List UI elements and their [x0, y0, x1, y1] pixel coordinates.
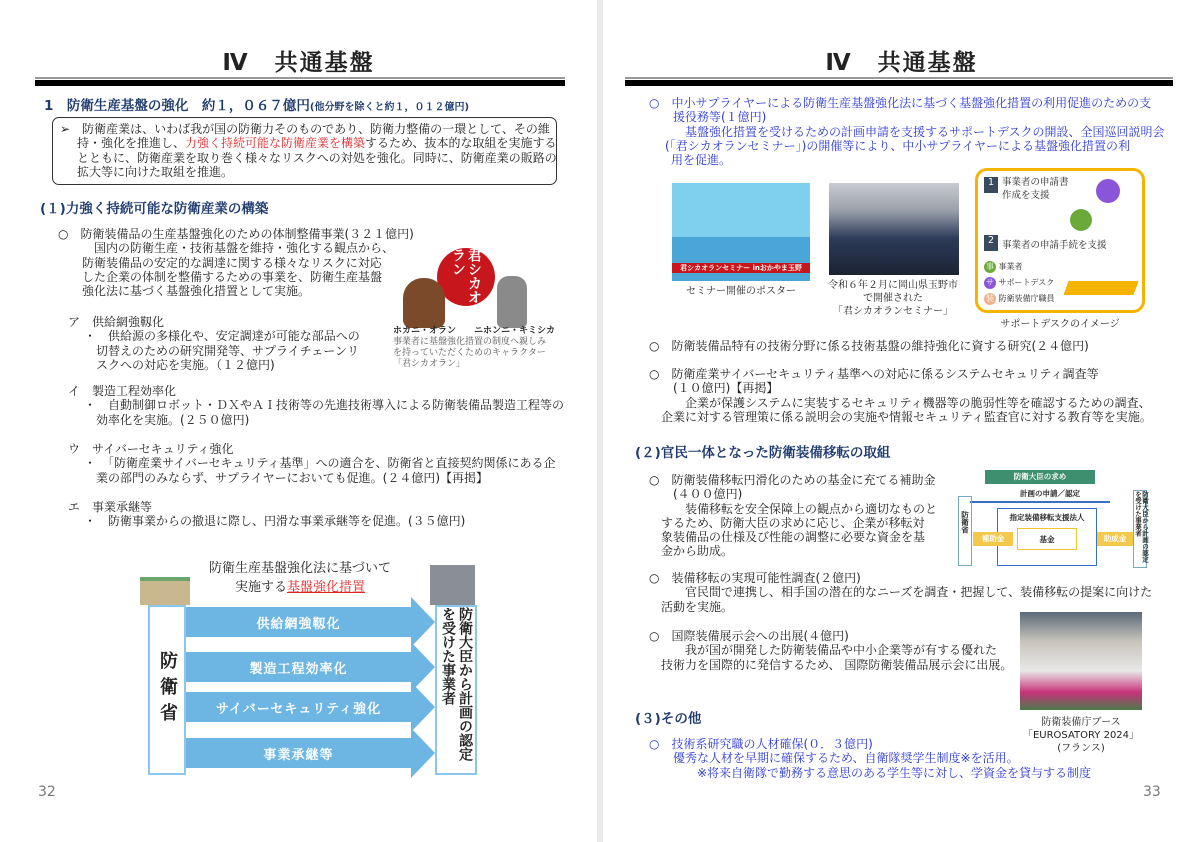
section-note: (他分野を除くと約１，０１２億円) — [309, 102, 470, 113]
page-title: Ⅳ 共通基盤 — [222, 50, 375, 76]
page-32 — [0, 0, 597, 842]
company-column: 防衛大臣から計画の認定を受けた事業者 — [435, 605, 477, 775]
caption-line: 事業者に基盤強化措置の制度へ親しみ — [393, 337, 547, 347]
ministry-box — [958, 496, 972, 566]
mascot-names — [393, 323, 555, 336]
title-bar — [625, 80, 1173, 86]
text-line: 象装備品の仕様及び性能の調整に必要な資金を基 — [661, 530, 926, 545]
legend-label: サポートデスク — [998, 278, 1055, 287]
summary-text — [60, 122, 557, 179]
text-line: 活動を実施。 — [661, 599, 734, 614]
title-rule — [625, 77, 1173, 79]
company-label: 防衛大臣から計画の認定を受けた事業者 — [1134, 491, 1149, 563]
item-production-base — [58, 227, 414, 298]
text-line: (４００億円) — [673, 487, 743, 502]
text-line: 官民間で連携し、相手国の潜在的なニーズを調査・把握して、装備移転の提案に向けた — [673, 585, 1153, 600]
mascot-name: ホカニ・オラン — [393, 326, 457, 336]
item-title: 防衛装備品特有の技術分野に係る技術基盤の維持強化に資する研究(２４億円) — [671, 339, 1089, 353]
item-title: 防衛装備品の生産基盤強化のための体制整備事業(３２１億円) — [80, 227, 414, 241]
text-line: した企業の体制を整備するための事業を、防衛生産基盤 — [82, 269, 383, 284]
page-33 — [603, 0, 1200, 842]
text-line: 企業が保護システムに実装するセキュリティ機器等の脆弱性等を確認するための調査、 — [673, 395, 1151, 410]
ministry-building-icon — [140, 577, 190, 605]
caption-line: (フランス) — [1057, 743, 1105, 754]
item-title: 国際装備展示会への出展(４億円) — [671, 629, 849, 643]
text-line: 強化法に基づく基盤強化措置として実施。 — [82, 284, 311, 299]
business-icon — [1070, 209, 1092, 231]
page-number: 33 — [1143, 784, 1161, 800]
caption-line: 令和６年２月に岡山県玉野市 — [828, 280, 958, 291]
text-line: ・ 自動制御ロボット・ＤＸやＡＩ技術等の先進技術導入による防衛装備品製造工程等の — [84, 398, 565, 413]
legend-label: 事業者 — [998, 262, 1023, 271]
diagram-title-highlight: 基盤強化措置 — [287, 580, 366, 595]
subsection-heading: (２)官民一体となった防衛装備移転の取組 — [635, 445, 891, 461]
ministry-column: 防衛省 — [148, 605, 186, 775]
legend — [984, 259, 1055, 307]
text-line: 効率化を実施。(２５０億円) — [96, 412, 250, 427]
step-2-badge: 2 — [984, 235, 998, 251]
measures-diagram — [140, 555, 480, 785]
text-line: 拡大等に向けた取組を推進。 — [77, 164, 234, 179]
item-e — [68, 500, 465, 529]
text-line: 業の部門のみならず、サプライヤーにおいても促進。(２４億円)【再掲】 — [96, 470, 489, 485]
fund-box: 基金 — [1017, 528, 1077, 550]
diagram-title-line: 防衛生産基盤強化法に基づいて — [208, 561, 391, 576]
request-arrow: 防衛大臣の求め — [985, 470, 1095, 484]
text-line: 援役務等(１億円) — [673, 110, 767, 125]
apply-arrow — [970, 501, 1110, 503]
circle-bullet-icon: ○ — [649, 339, 660, 353]
mascot-name: ニホンニ・キミシカ — [474, 326, 556, 336]
circle-bullet-icon: ○ — [649, 367, 660, 381]
circle-bullet-icon: ○ — [58, 227, 69, 241]
circle-bullet-icon: ○ — [649, 737, 660, 751]
text-line: ・ 防衛事業からの撤退に際し、円滑な事業承継等を促進。(３５億円) — [84, 514, 466, 529]
title-bar — [35, 80, 565, 86]
diagram-title-line: 実施する — [234, 580, 287, 595]
item-researchers — [649, 737, 1091, 780]
item-title: 装備移転の実現可能性調査(２億円) — [671, 571, 861, 585]
title-rule — [35, 77, 565, 79]
page-number: 32 — [38, 784, 56, 800]
item-exhibition — [649, 629, 1012, 672]
item-u — [68, 442, 555, 485]
mascot-caption — [393, 337, 546, 370]
deer-icon — [497, 276, 527, 328]
desk-table-icon — [1063, 281, 1138, 295]
item-title: 防衛装備移転円滑化のための基金に充てる補助金 — [671, 473, 936, 487]
caption-line: 「君シカオランセミナー」 — [833, 306, 953, 317]
caption-line: 「EUROSATORY 2024」 — [1022, 730, 1140, 741]
circle-bullet-icon: ○ — [649, 629, 660, 643]
step-1-badge: 1 — [984, 177, 998, 193]
arrow-supply-chain: 供給網強靱化 — [186, 607, 411, 637]
text-line: 防衛産業は、いわば我が国の防衛力そのものであり、防衛力整備の一環として、その維 — [82, 122, 550, 136]
item-support-services — [649, 96, 1165, 167]
item-transfer-fund — [649, 473, 937, 559]
text-line: 切替えのための研究開発等、サプライチェーンリ — [96, 343, 360, 358]
item-system-security — [649, 367, 1152, 424]
seminar-poster-image — [672, 183, 810, 281]
photo-caption — [813, 279, 973, 318]
text-line: 作成を支援 — [1002, 190, 1050, 201]
diagram-title — [190, 559, 410, 597]
orangutan-icon — [403, 278, 445, 328]
item-feasibility — [649, 571, 1152, 614]
subsection-heading: (３)その他 — [635, 711, 702, 727]
booth-photo — [1020, 612, 1142, 710]
ministry-label: 防衛省 — [960, 511, 970, 534]
company-building-icon — [430, 565, 475, 605]
text-line: 防衛装備品の安定的な調達に関する様々なリスクに対応 — [82, 255, 382, 270]
page-title: Ⅳ 共通基盤 — [825, 50, 978, 76]
item-a — [68, 315, 360, 372]
item-i — [68, 384, 564, 427]
bullet-icon: ➢ — [60, 122, 71, 136]
text-line: 基盤強化措置を受けるための計画申請を支援するサポートデスクの開設、全国巡回説明会 — [673, 124, 1165, 139]
text-line: 企業に対する管理策に係る説明会の実施や情報セキュリティ監査官に対する教育等を実施。 — [661, 409, 1152, 424]
text-line: 装備移転を安全保障上の観点から適切なものと — [673, 501, 938, 516]
corp-label: 指定装備移転支援法人 — [1009, 513, 1085, 522]
company-box — [1133, 490, 1147, 568]
text-line: 用を促進。 — [671, 153, 732, 168]
caption-line: 防衛装備庁ブース — [1041, 717, 1121, 728]
item-title: 中小サプライヤーによる防衛生産基盤強化法に基づく基盤強化措置の利用促進のための支 — [671, 96, 1152, 110]
caption-line: 「君シカオラン」 — [393, 359, 466, 369]
grant-arrow: 助成金 — [1097, 532, 1133, 546]
item-title: 防衛産業サイバーセキュリティ基準への対応に係るシステムセキュリティ調査等 — [671, 367, 1099, 381]
apply-label: 計画の申請／認定 — [1020, 489, 1080, 498]
staff-badge-icon: 装 — [986, 294, 994, 303]
step-2-label: 事業者の申請手続を支援 — [1002, 240, 1107, 251]
business-badge-icon: 事 — [986, 262, 994, 271]
text-line: するため、抜本的な取組を実施する — [365, 136, 557, 151]
item-head: ウ サイバーセキュリティ強化 — [68, 442, 234, 456]
item-head: ア 供給網強靱化 — [68, 315, 165, 329]
subsection-heading: (１)力強く持続可能な防衛産業の構築 — [40, 201, 269, 217]
text-line: するため、防衛大臣の求めに応じ、企業が移転対 — [661, 515, 925, 530]
footnote: ※将来自衛隊で勤務する意思のある学生等に対し、学資金を貸与する制度 — [673, 765, 1092, 780]
text-line: 持・強化を推進し、 — [77, 136, 186, 151]
mascot-illustration — [395, 248, 555, 328]
text-line: 優秀な人材を早期に確保するため、自衛隊奨学生制度※を活用。 — [673, 751, 1019, 766]
caption-line: を持っていただくためのキャラクター — [393, 348, 546, 358]
support-desk-illustration — [975, 168, 1145, 313]
text-line: 我が国が開発した防衛装備品や中小企業等が有する優れた — [673, 643, 998, 658]
text-line: ・ 供給源の多様化や、安定調達が可能な部品への — [84, 329, 360, 344]
legend-label: 防衛装備庁職員 — [998, 294, 1055, 303]
text-line: (１０億円)【再掲】 — [673, 381, 779, 396]
text-line: スクへの対応を実施。（１２億円) — [96, 357, 275, 372]
support-badge-icon: サ — [986, 278, 994, 287]
caption-line: で開催された — [863, 293, 923, 304]
text-line: 国内の防衛生産・技術基盤を維持・強化する観点から、 — [82, 241, 395, 256]
subsidy-arrow: 補助金 — [973, 532, 1013, 546]
fund-diagram — [940, 468, 1149, 568]
item-head: イ 製造工程効率化 — [68, 384, 177, 398]
text-line: 技術力を国際的に発信するため、 国際防衛装備品展示会に出展。 — [661, 657, 1013, 672]
poster-caption: セミナー開催のポスター — [686, 286, 796, 297]
item-tech-research — [649, 339, 1089, 353]
highlight-text: 力強く持続可能な防衛産業を構築 — [185, 136, 366, 151]
text-line: (「君シカオランセミナー」)の開催等により、中小サプライヤーによる基盤強化措置の利 — [665, 138, 1131, 153]
circle-bullet-icon: ○ — [649, 571, 660, 585]
circle-bullet-icon: ○ — [649, 473, 660, 487]
arrow-manufacturing: 製造工程効率化 — [186, 652, 411, 682]
section-title: 1 防衛生産基盤の強化 約１，０６７億円 — [44, 98, 310, 114]
poster-banner: 君シカオランセミナー inおかやま玉野 — [672, 263, 810, 273]
text-line: ・ 「防衛産業サイバーセキュリティ基準」への適合を、防衛省と直接契約関係にある企 — [84, 456, 556, 471]
arrow-cybersecurity: サイバーセキュリティ強化 — [186, 692, 411, 722]
support-desk-caption: サポートデスクのイメージ — [1000, 319, 1120, 330]
circle-bullet-icon: ○ — [649, 96, 660, 110]
item-title: 技術系研究職の人材確保(０．３億円) — [671, 737, 873, 751]
step-1-label — [1002, 176, 1069, 202]
item-head: エ 事業承継等 — [68, 500, 153, 514]
section-heading — [44, 94, 469, 114]
text-line: とともに、防衛産業を取り巻く様々なリスクへの対処を強化。同時に、防衛産業の販路の — [77, 150, 557, 165]
text-line: 事業者の申請書 — [1002, 177, 1069, 188]
text-line: 金から助成。 — [661, 544, 734, 559]
mascot-logo: 君シカオラン — [437, 248, 495, 306]
arrow-succession: 事業承継等 — [186, 738, 411, 768]
seminar-photo — [829, 183, 959, 275]
support-staff-icon — [1096, 179, 1120, 203]
